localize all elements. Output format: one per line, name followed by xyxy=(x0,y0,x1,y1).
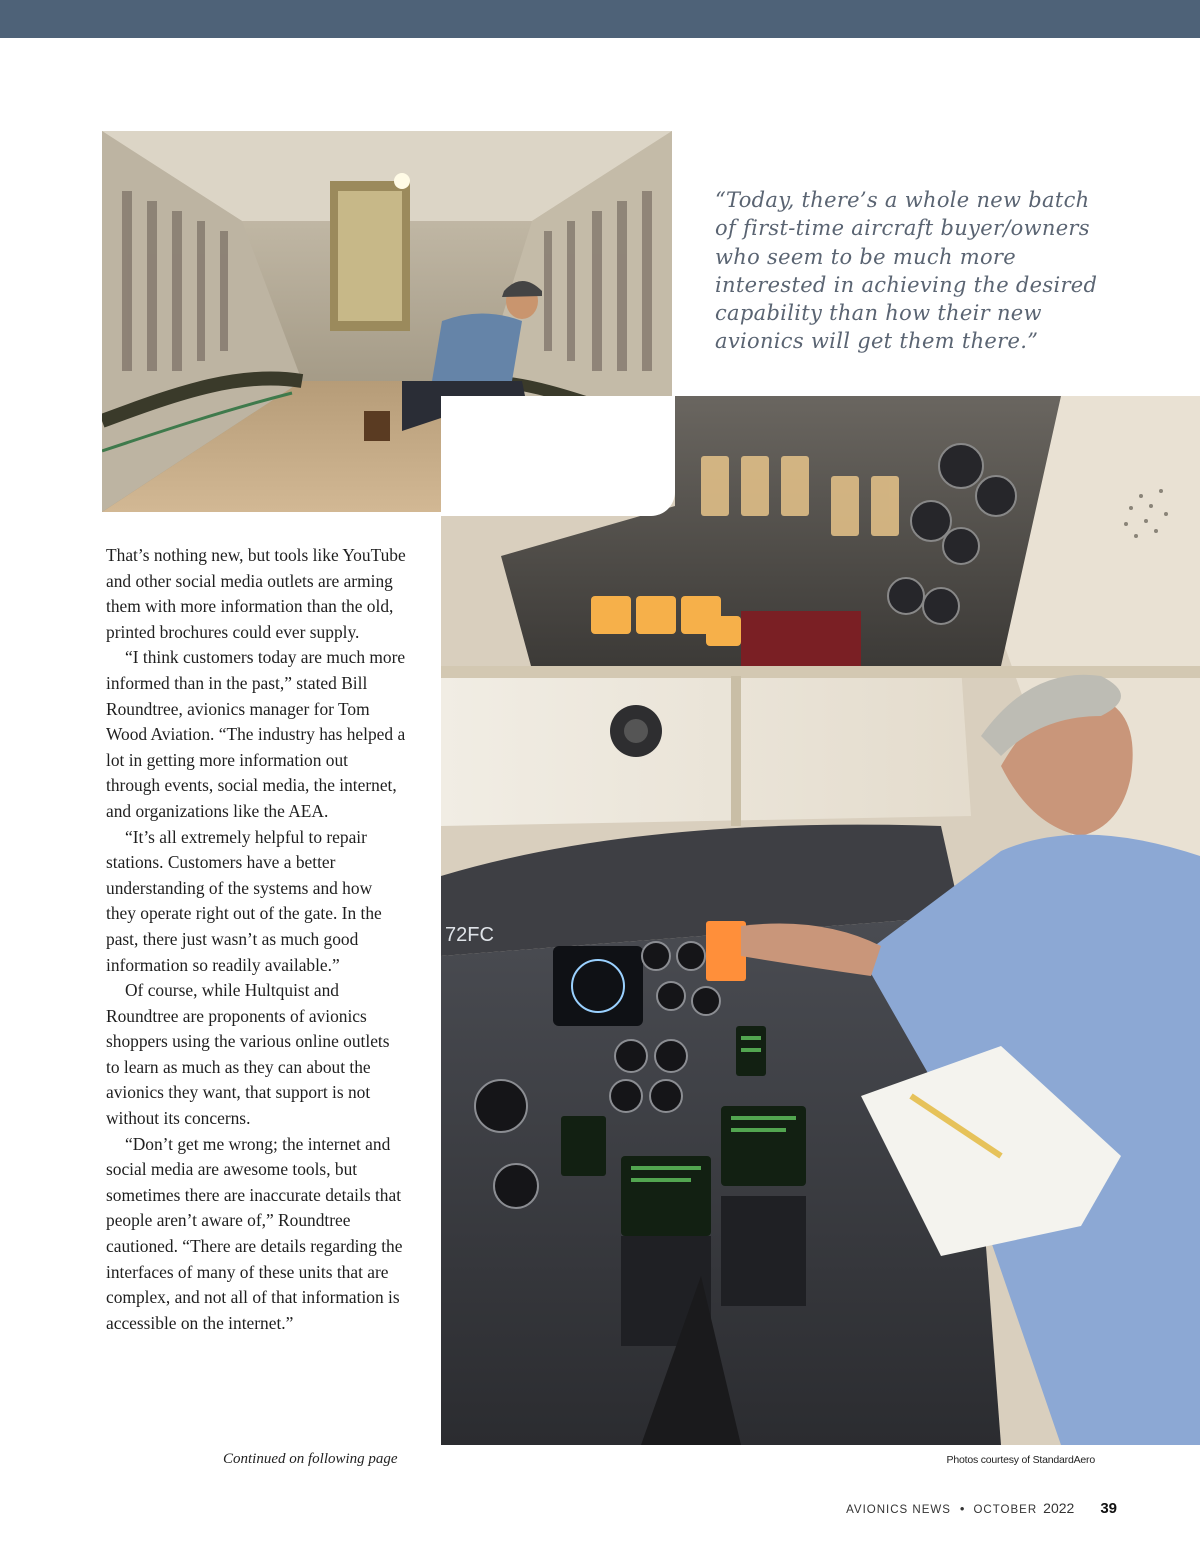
article-paragraph-4: Of course, while Hultquist and Roundtree are proponents of avionics shoppers using the various online outlets to learn as much as they can about the avionics they want, that support is not without its concerns. xyxy=(106,980,390,1129)
footer-bullet: • xyxy=(959,1501,965,1516)
article-paragraph-1: That’s nothing new, but tools like YouTube and other social media outlets are arming them with more information than the old, printed brochures could ever supply. xyxy=(106,545,406,642)
header-color-bar xyxy=(0,0,1200,38)
article-body xyxy=(106,543,406,1336)
page-footer xyxy=(846,1500,1117,1517)
cockpit-placard: 72FC xyxy=(445,924,494,946)
photo-credit: Photos courtesy of StandardAero xyxy=(946,1454,1095,1466)
continued-note: Continued on following page xyxy=(223,1451,398,1467)
page-number: 39 xyxy=(1100,1500,1117,1517)
publication-name: AVIONICS NEWS xyxy=(846,1504,951,1516)
photo-notch xyxy=(441,396,675,516)
article-paragraph-3: “It’s all extremely helpful to repair stations. Customers have a better understanding of the systems and how they operate right out of the gate. In the past, there just wasn’t as much good information so readily available.” xyxy=(106,826,382,975)
issue-month: OCTOBER xyxy=(973,1504,1038,1516)
article-paragraph-2: “I think customers today are much more informed than in the past,” stated Bill Roundtree, avionics manager for Tom Wood Aviation. “The industry has helped a lot in getting more information out through events, social media, the internet, and organizations like the AEA. xyxy=(106,647,406,821)
pull-quote: “Today, there’s a whole new batch of first-time aircraft buyer/owners who seem to be much more interested in achieving the desired capability than how their new avionics will get them there.” xyxy=(715,188,1098,354)
article-paragraph-5: “Don’t get me wrong; the internet and social media are awesome tools, but sometimes there are inaccurate details that people aren’t aware of,” Roundtree cautioned. “There are details regarding the interfaces of many of these units that are complex, and not all of that information is accessible on the internet.” xyxy=(106,1133,403,1333)
photo-cockpit xyxy=(441,396,1200,1445)
issue-year: 2022 xyxy=(1043,1500,1075,1516)
